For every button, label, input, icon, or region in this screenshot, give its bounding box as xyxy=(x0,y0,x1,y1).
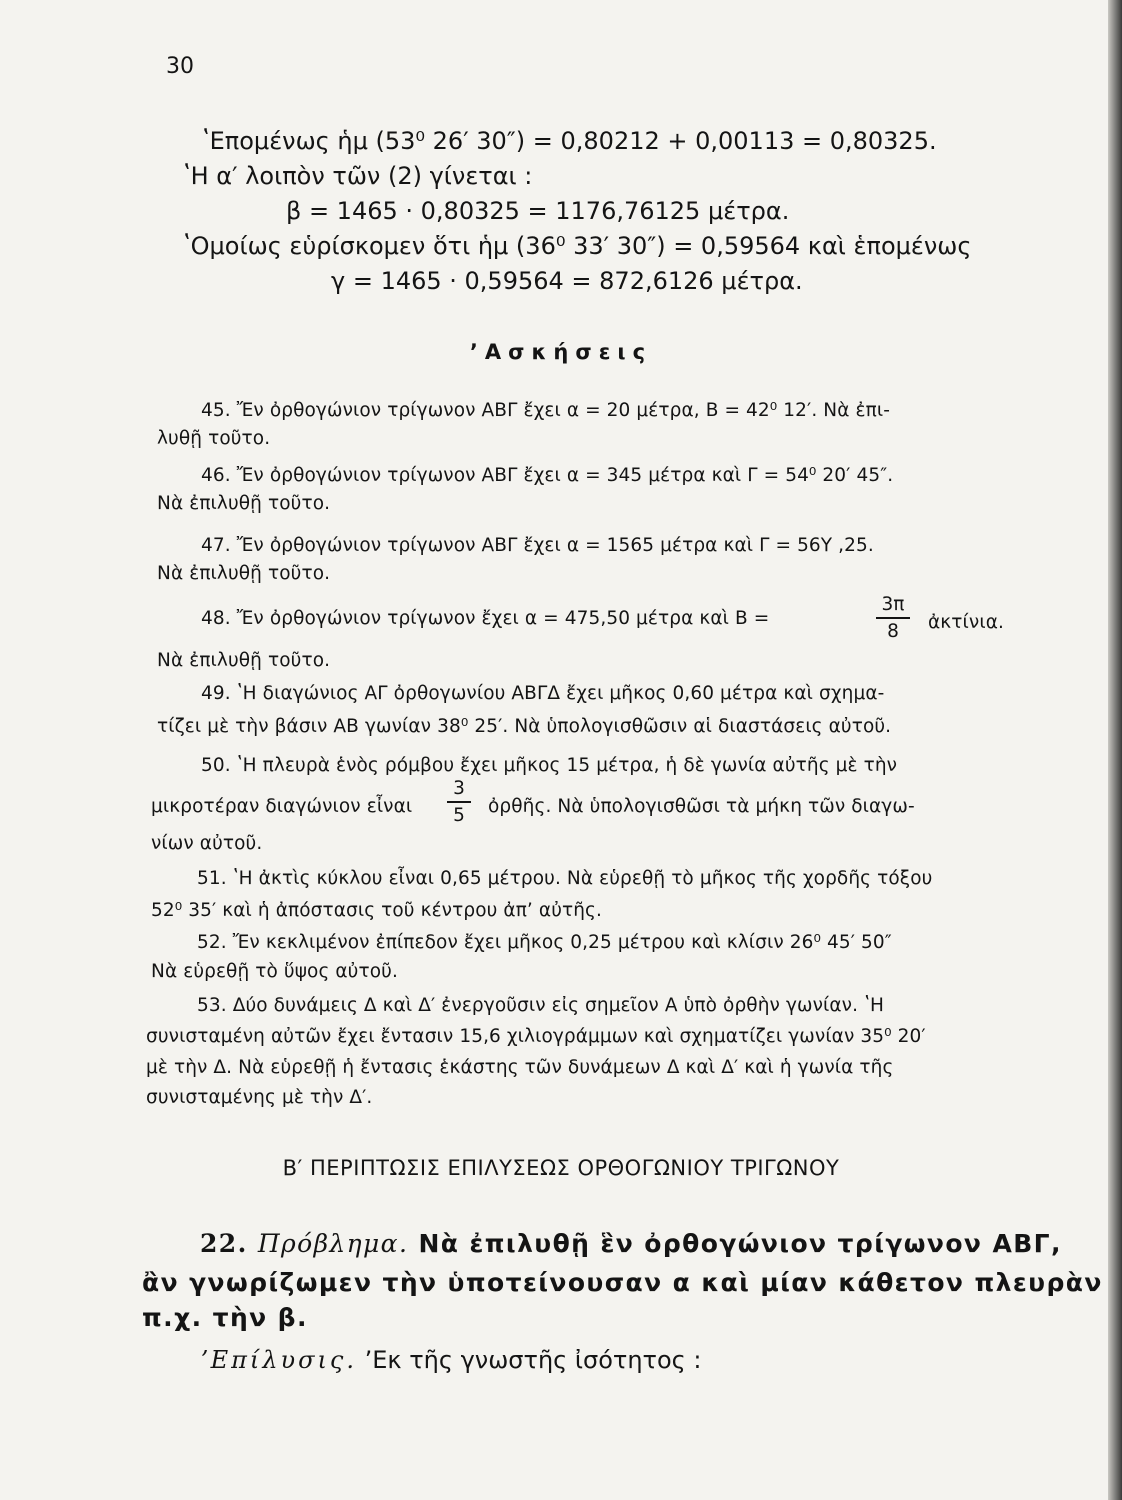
calc-line-1: ʽΕπομένως ἡμ (53⁰ 26′ 30″) = 0,80212 + 0,00113 = 0,80325. xyxy=(202,127,937,155)
fraction-denominator: 8 xyxy=(887,620,899,642)
solution-text: ʼΕκ τῆς γνωστῆς ἰσότητος : xyxy=(364,1346,702,1374)
page-number: 30 xyxy=(166,54,194,79)
calc-line-2: ʽΗ α′ λοιπὸν τῶν (2) γίνεται : xyxy=(183,162,533,190)
calc-line-3: β = 1465 · 0,80325 = 1176,76125 μέτρα. xyxy=(286,197,790,225)
problem-number: 22. xyxy=(200,1229,248,1258)
exercise-48-line-1: 48. Ἔν ὀρθογώνιον τρίγωνον ἔχει α = 475,50 μέτρα καὶ Β = xyxy=(201,608,770,629)
exercise-53-line-1: 53. Δύο δυνάμεις Δ καὶ Δ′ ἐνεργοῦσιν εἰς σημεῖον Α ὑπὸ ὀρθὴν γωνίαν. ʽΗ xyxy=(197,995,885,1016)
exercise-49-line-1: 49. ʽΗ διαγώνιος ΑΓ ὀρθογωνίου ΑΒΓΔ ἔχει μῆκος 0,60 μέτρα καὶ σχημα- xyxy=(201,683,885,704)
fraction-numerator: 3π xyxy=(881,594,905,615)
exercise-53-line-4: συνισταμένης μὲ τὴν Δ′. xyxy=(146,1087,373,1108)
exercise-49-line-2: τίζει μὲ τὴν βάσιν ΑΒ γωνίαν 38⁰ 25′. Νὰ ὑπολογισθῶσιν αἱ διαστάσεις αὐτοῦ. xyxy=(157,716,892,737)
calc-line-4: ʽΟμοίως εὑρίσκομεν ὅτι ἡμ (36⁰ 33′ 30″) = 0,59564 καὶ ἑπομένως xyxy=(183,232,972,260)
exercise-48-line-2: Νὰ ἐπιλυθῇ τοῦτο. xyxy=(157,650,331,671)
exercise-50-line-1: 50. ʽΗ πλευρὰ ἑνὸς ρόμβου ἔχει μῆκος 15 μέτρα, ἡ δὲ γωνία αὐτῆς μὲ τὴν xyxy=(201,755,898,776)
solution-label: ʼΕπίλυσις. xyxy=(200,1346,357,1374)
exercise-50-line-2a: μικροτέραν διαγώνιον εἶναι xyxy=(151,796,413,817)
exercise-47-line-2: Νὰ ἐπιλυθῇ τοῦτο. xyxy=(157,563,331,584)
solution-line xyxy=(200,1346,701,1374)
exercise-53-line-3: μὲ τὴν Δ. Νὰ εὑρεθῇ ἡ ἔντασις ἑκάστης τῶν δυνάμεων Δ καὶ Δ′ καὶ ἡ γωνία τῆς xyxy=(146,1057,894,1078)
problem-line-3: π.χ. τὴν β. xyxy=(142,1303,308,1332)
exercise-46-line-1: 46. Ἔν ὀρθογώνιον τρίγωνον ΑΒΓ ἔχει α = 345 μέτρα καὶ Γ = 54⁰ 20′ 45″. xyxy=(201,465,894,486)
problem-line-1 xyxy=(200,1229,1062,1258)
exercise-50-line-2b: ὀρθῆς. Νὰ ὑπολογισθῶσι τὰ μήκη τῶν διαγω- xyxy=(488,796,915,817)
exercise-51-line-2: 52⁰ 35′ καὶ ἡ ἀπόστασις τοῦ κέντρου ἀπ’ αὐτῆς. xyxy=(151,900,602,921)
problem-statement-1: Νὰ ἐπιλυθῇ ἓν ὀρθογώνιον τρίγωνον ΑΒΓ, xyxy=(418,1229,1062,1258)
exercise-45-line-2: λυθῇ τοῦτο. xyxy=(157,428,271,449)
fraction-bar xyxy=(876,617,910,619)
exercise-52-line-1: 52. Ἔν κεκλιμένον ἐπίπεδον ἔχει μῆκος 0,25 μέτρου καὶ κλίσιν 26⁰ 45′ 50″ xyxy=(197,932,892,953)
exercise-45-line-1: 45. Ἔν ὀρθογώνιον τρίγωνον ΑΒΓ ἔχει α = 20 μέτρα, Β = 42⁰ 12′. Νὰ ἐπι- xyxy=(201,400,890,421)
fraction-denominator: 5 xyxy=(453,804,465,826)
page-edge-shadow xyxy=(1108,0,1122,1500)
exercises-heading: ʼΑσκήσεις xyxy=(469,340,653,364)
exercise-52-line-2: Νὰ εὑρεθῇ τὸ ὕψος αὐτοῦ. xyxy=(151,961,398,982)
fraction-numerator: 3 xyxy=(453,778,465,799)
section-title: Β′ ΠΕΡΙΠΤΩΣΙΣ ΕΠΙΛΥΣΕΩΣ ΟΡΘΟΓΩΝΙΟΥ ΤΡΙΓΩΝΟΥ xyxy=(282,1156,840,1180)
fraction-3-over-5 xyxy=(447,778,471,826)
exercise-46-line-2: Νὰ ἐπιλυθῇ τοῦτο. xyxy=(157,493,331,514)
problem-label: Πρόβλημα. xyxy=(257,1229,409,1258)
problem-line-2: ἂν γνωρίζωμεν τὴν ὑποτείνουσαν α καὶ μίαν κάθετον πλευρὰν xyxy=(142,1268,1103,1297)
calc-line-5: γ = 1465 · 0,59564 = 872,6126 μέτρα. xyxy=(331,267,803,295)
exercise-48-unit: ἀκτίνια. xyxy=(928,612,1004,633)
fraction-3pi-over-8 xyxy=(876,594,910,642)
exercise-51-line-1: 51. ʽΗ ἀκτὶς κύκλου εἶναι 0,65 μέτρου. Νὰ εὑρεθῇ τὸ μῆκος τῆς χορδῆς τόξου xyxy=(197,868,933,889)
fraction-bar xyxy=(447,801,471,803)
exercise-50-line-3: νίων αὐτοῦ. xyxy=(151,833,263,854)
exercise-47-line-1: 47. Ἔν ὀρθογώνιον τρίγωνον ΑΒΓ ἔχει α = 1565 μέτρα καὶ Γ = 56Υ ,25. xyxy=(201,535,874,556)
exercise-53-line-2: συνισταμένη αὐτῶν ἔχει ἔντασιν 15,6 χιλιογράμμων καὶ σχηματίζει γωνίαν 35⁰ 20′ xyxy=(146,1026,926,1047)
